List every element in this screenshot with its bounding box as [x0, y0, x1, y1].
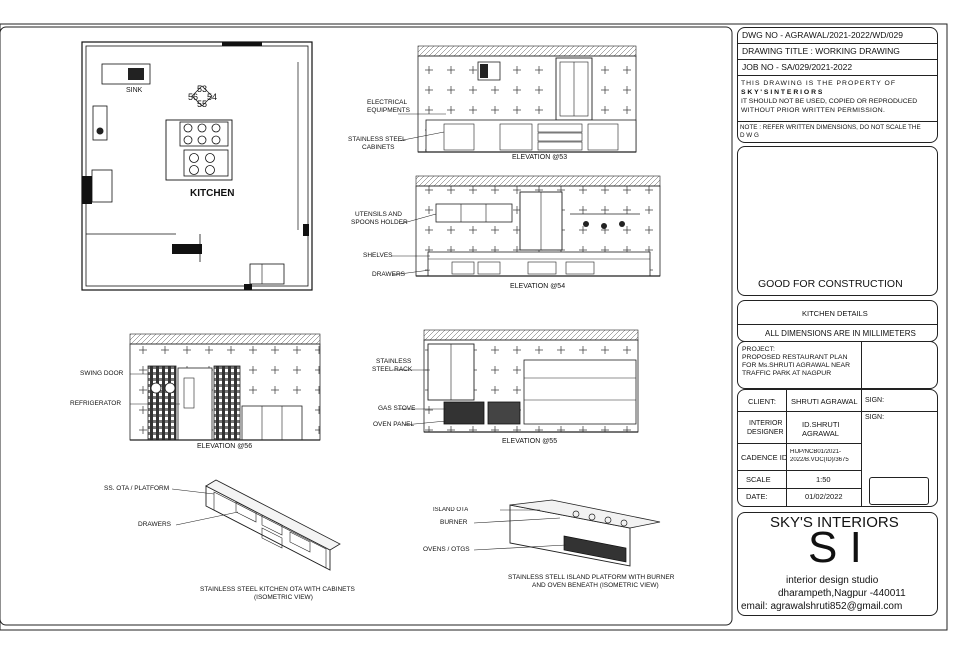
date-value: 01/02/2022 — [805, 492, 843, 501]
approval-stamp-box — [737, 146, 938, 296]
label-ss-cabinets-2: CABINETS — [362, 144, 395, 151]
label-gas-stove: GAS STOVE — [378, 405, 416, 412]
project-label: PROJECT: — [742, 346, 775, 353]
elevation-56-title: ELEVATION @56 — [197, 443, 253, 450]
label-utensils-2: SPOONS HOLDER — [351, 219, 408, 226]
label-ss-rack-1: STAINLESS — [376, 358, 412, 365]
label-electrical-equipments-2: EQUIPMENTS — [367, 107, 410, 114]
scale-label: SCALE — [746, 475, 771, 484]
label-oven-panel: OVEN PANEL — [373, 421, 415, 428]
dimensions-note: ALL DIMENSIONS ARE IN MILLIMETERS — [765, 329, 916, 338]
sink-label: SINK — [126, 87, 143, 94]
section-tag-55: 55 — [197, 99, 208, 109]
label-shelves: SHELVES — [363, 252, 393, 259]
elevation-56-drawing — [130, 334, 320, 440]
project-line-4: TRAFFIC PARK AT NAGPUR — [742, 370, 832, 377]
property-line-4: WITHOUT PRIOR WRITTEN PERMISSION. — [741, 107, 886, 114]
elevation-54-title: ELEVATION @54 — [510, 283, 566, 290]
elevation-53-title: ELEVATION @53 — [512, 154, 568, 161]
dwg-number: DWG NO - AGRAWAL/2021-2022/WD/029 — [742, 30, 903, 40]
note-text: NOTE : REFER WRITTEN DIMENSIONS, DO NOT SCALE THE — [740, 124, 921, 131]
iso-ota-drawing — [172, 480, 340, 570]
project-line-2: PROPOSED RESTAURANT PLAN — [742, 354, 848, 361]
iso-island-drawing — [474, 500, 660, 566]
section-tag-56: 56 — [188, 92, 199, 102]
designer-label-1: INTERIOR — [749, 420, 783, 427]
cadence-value-1: HIJP/NCB01/2021- — [790, 449, 842, 455]
iso-ota-caption-2: (ISOMETRIC VIEW) — [254, 594, 313, 601]
label-electrical-equipments-1: ELECTRICAL — [367, 99, 408, 106]
good-for-construction-stamp: GOOD FOR CONSTRUCTION — [758, 278, 903, 290]
project-line-3: FOR Ms.SHRUTI AGRAWAL NEAR — [742, 362, 851, 369]
note-text-2: D W G — [740, 132, 759, 139]
cadence-label: CADENCE ID — [741, 453, 788, 462]
date-label: DATE: — [746, 492, 768, 501]
label-burner: BURNER — [440, 519, 468, 526]
elevation-55-title: ELEVATION @55 — [502, 438, 558, 445]
elevation-55-drawing — [392, 330, 638, 432]
iso-ota-caption-1: STAINLESS STEEL KITCHEN OTA WITH CABINETS — [200, 586, 355, 593]
plan-title: KITCHEN — [190, 188, 235, 199]
label-island-ota: ISLAND OTA — [433, 507, 469, 513]
label-utensils-1: UTENSILS AND — [355, 211, 402, 218]
seal-placeholder-box — [869, 477, 929, 505]
property-line-2: S K Y ' S I N T E R I O R S — [741, 89, 823, 96]
sheet-title: KITCHEN DETAILS — [802, 309, 868, 318]
drawing-title: DRAWING TITLE : WORKING DRAWING — [742, 46, 900, 56]
designer-sign-label: SIGN: — [865, 414, 885, 421]
label-drawers-54: DRAWERS — [372, 271, 405, 278]
elevation-53-drawing — [398, 46, 636, 152]
label-swing-door: SWING DOOR — [80, 370, 124, 377]
label-ss-rack-2: STEEL RACK — [372, 366, 413, 373]
designer-value-2: AGRAWAL — [802, 429, 839, 438]
designer-label-2: DESIGNER — [747, 429, 784, 436]
scale-value: 1:50 — [816, 475, 831, 484]
client-sign-label: SIGN: — [865, 397, 885, 404]
label-drawers-ota: DRAWERS — [138, 521, 171, 528]
label-refrigerator: REFRIGERATOR — [70, 400, 122, 407]
label-ss-cabinets-1: STAINLESS STEEL — [348, 136, 406, 143]
firm-name: SKY'S INTERIORS — [770, 514, 899, 531]
elevation-54-drawing — [392, 176, 660, 276]
label-ovens-otgs: OVENS / OTGS — [423, 546, 470, 553]
property-line-1: THIS DRAWING IS THE PROPERTY OF — [741, 80, 896, 87]
firm-tagline: interior design studio — [786, 575, 879, 586]
designer-value-1: ID.SHRUTI — [802, 420, 840, 429]
job-number: JOB NO - SA/029/2021-2022 — [742, 62, 853, 72]
kitchen-plan — [82, 42, 312, 290]
client-value: SHRUTI AGRAWAL — [791, 397, 858, 406]
firm-logo: S I — [808, 526, 862, 570]
label-ss-ota-platform: SS. OTA / PLATFORM — [104, 485, 170, 492]
client-label: CLIENT: — [748, 397, 776, 406]
section-tag-53: 53 — [197, 84, 208, 94]
property-line-3: IT SHOULD NOT BE USED, COPIED OR REPRODUCED — [741, 98, 918, 105]
section-tag-54: 54 — [207, 92, 218, 102]
iso-island-caption-2: AND OVEN BENEATH (ISOMETRIC VIEW) — [532, 582, 659, 589]
cadence-value-2: 2022/B.VOC(ID)/3675 — [790, 457, 849, 463]
firm-address: dharampeth,Nagpur -440011 — [778, 588, 906, 599]
iso-island-caption-1: STAINLESS STELL ISLAND PLATFORM WITH BURNER — [508, 574, 675, 581]
firm-email: email: agrawalshruti852@gmail.com — [741, 601, 903, 612]
